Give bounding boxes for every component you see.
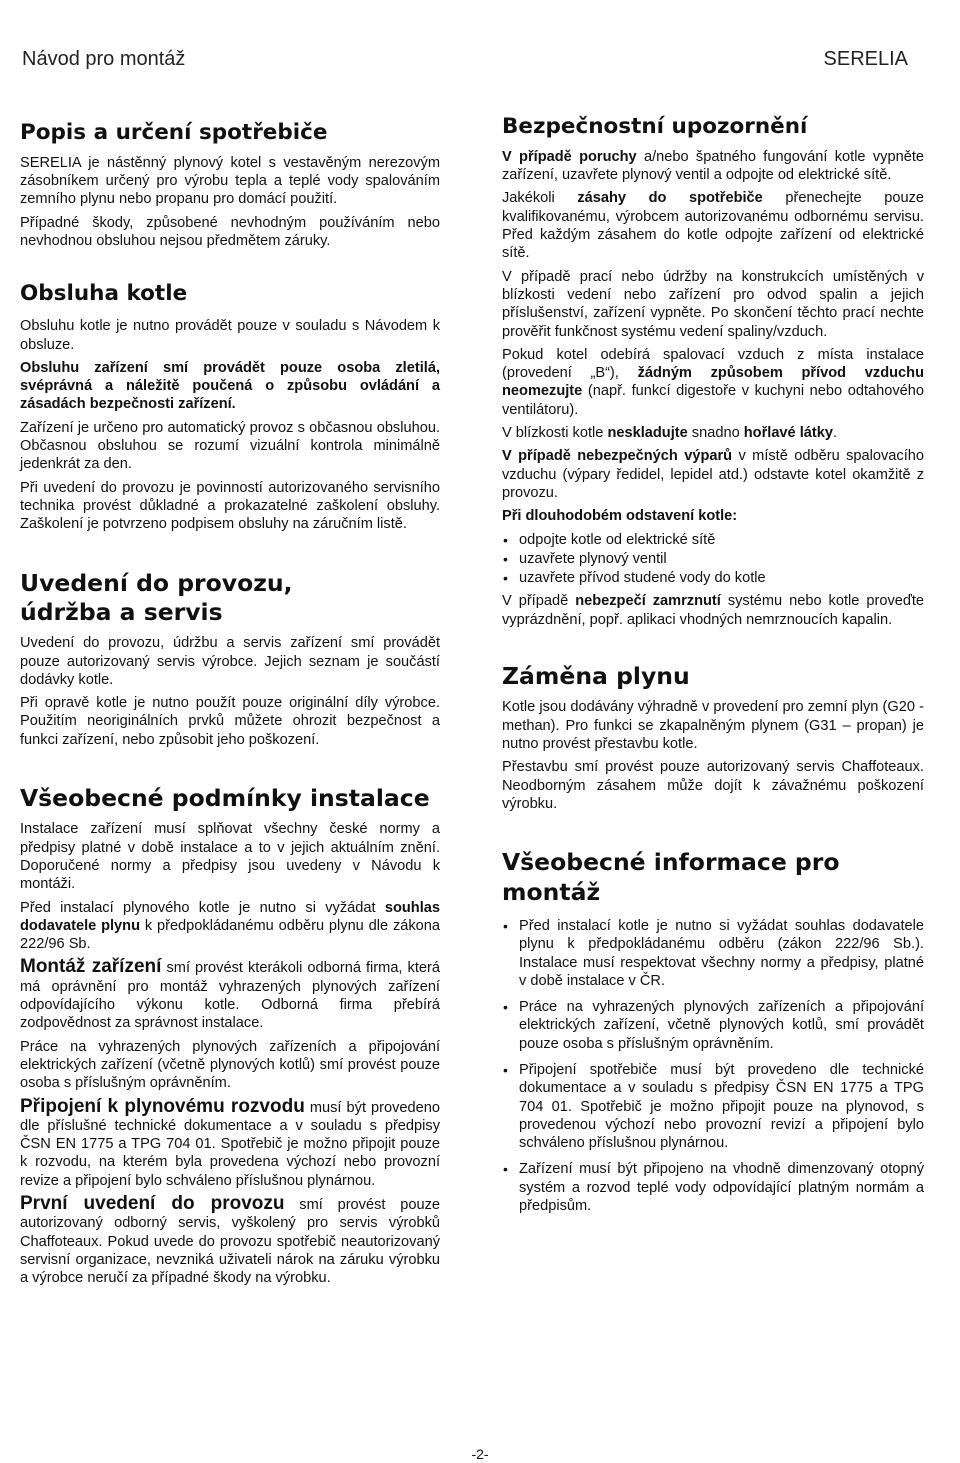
list-item: • Před instalací kotle je nutno si vyžádat souhlas dodavatele plynu k předpokládanému odběru (zákon 222/96 Sb.). Instalace musí respektovat všechny normy a předpisy, platné v době instalace v ČR. [517, 917, 924, 990]
text: Před instalací plynového kotle je nutno si vyžádat [20, 899, 385, 916]
paragraph: Zařízení je určeno pro automatický provoz s občasnou obsluhou. Občasnou obsluhou se rozumí vizuální kontrola minimálně jedenkrát za den. [20, 419, 440, 473]
text: (např. funkcí digestoře v kuchyni nebo odtahového ventilátoru). [502, 383, 924, 418]
left-column [20, 114, 440, 1293]
paragraph [20, 899, 440, 954]
list-item: • odpojte kotle od elektrické sítě [517, 531, 924, 549]
text: V blízkosti kotle [502, 425, 608, 442]
text-bold: nebezpečí zamrznutí [575, 593, 721, 610]
text: . [832, 425, 838, 442]
section-title: Bezpečnostní upozornění [502, 114, 808, 139]
header-product: SERELIA [823, 48, 908, 70]
lead-text: Montáž zařízení [20, 956, 162, 978]
list-item: • uzavřete plynový ventil [517, 550, 924, 568]
text: v místě odběru spalovacího vzduchu (výpary ředidel, lepidel atd.) odstavte kotel okamžitě z provozu. [502, 448, 924, 501]
text-bold: V případě nebezpečných výparů [502, 448, 733, 465]
text-bold: hořlavé látky [743, 425, 833, 442]
text-bold: žádným způsobem přívod vzduchu neomezujte [502, 365, 924, 400]
paragraph [502, 189, 924, 262]
paragraph: Kotle jsou dodávány výhradně v provedení pro zemní plyn (G20 - methan). Pro funkci se zkapalněným plynem (G31 – propan) je nutno provést přestavbu kotle. [502, 699, 924, 752]
paragraph: Případné škody, způsobené nevhodným používáním nebo nevhodnou obsluhou nejsou předmětem záruky. [20, 214, 440, 250]
text: přenechejte pouze kvalifikovanému, výrobcem autorizovanému odbornému servisu. Před každým zásahem do kotle odpojte zařízení od elektrické sítě. [502, 190, 924, 262]
paragraph [20, 1095, 441, 1190]
paragraph: Instalace zařízení musí splňovat všechny české normy a předpisy platné v době instalace a to v jejich aktuálním znění. Doporučené normy a předpisy jsou uvedeny v Návodu k montáži. [20, 821, 440, 893]
paragraph: Při uvedení do provozu je povinností autorizovaného servisního technika provést důkladné a prokazatelné zaškolení obsluhy. Zaškolení je potvrzeno podpisem obsluhy na záručním listě. [20, 479, 440, 533]
text: V případě [502, 593, 576, 610]
paragraph: SERELIA je nástěnný plynový kotel s vestavěným nerezovým zásobníkem určený pro výrobu tepla a teplé vody spalováním zemního plynu nebo propanu pro domácí použití. [20, 154, 440, 208]
list-item: • uzavřete přívod studené vody do kotle [517, 569, 924, 587]
text-bold: V případě poruchy [502, 148, 637, 165]
text: smí provést kterákoli odborná firma, která má oprávnění pro montáž vyhrazených plynových zařízení odpovídajícího výkonu kotle. Odborná firma přebírá zodpovědnost za správnost instalace. [20, 960, 440, 1032]
text: systému nebo kotle proveďte vyprázdnění, popř. aplikaci vhodných nemrznoucích kapalin. [502, 593, 925, 628]
bullet-list [502, 531, 924, 588]
section-title: Uvedení do provozu, údržba a servis [20, 568, 293, 626]
header-title: Návod pro montáž [22, 48, 186, 70]
text: snadno [687, 425, 744, 442]
text: smí provést pouze autorizovaný odborný servis, vyškolený pro servis výrobků Chaffoteaux. Pokud uvede do provozu spotřebič neautorizovaný servisní organizace, nevzniká uživateli nárok na záruku výrobku a výrobce neručí za případné škody na výrobku. [20, 1197, 441, 1287]
text: k předpokládanému odběru plynu dle zákona 222/96 Sb. [20, 917, 440, 953]
bullet-list [502, 917, 924, 1215]
paragraph: V případě prací nebo údržby na konstrukcích umístěných v blízkosti vedení nebo zařízení pro odvod spalin a jejich příslušenství, zařízení vypněte. Po skončení těchto prací nechte prověřit funkčnost systému vedení spaliny/vzduch. [502, 268, 924, 340]
paragraph [502, 592, 924, 629]
section-title: Všeobecné podmínky instalace [20, 784, 430, 813]
text: Pokud kotel odebírá spalovací vzduch z místa instalace (provedení „B“), [502, 346, 924, 382]
paragraph [502, 447, 924, 502]
text-bold: zásahy do spotřebiče [577, 190, 763, 207]
paragraph [502, 424, 924, 442]
section-zamena [502, 662, 924, 813]
paragraph [20, 1195, 440, 1287]
paragraph [20, 958, 440, 1032]
paragraph [502, 346, 924, 419]
paragraph [502, 148, 924, 185]
paragraph: Při opravě kotle je nutno použít pouze originální díly výrobce. Použitím neoriginálních prvků můžete ohrozit bezpečnost a funkci zařízení, nebo způsobit jeho poškození. [20, 695, 440, 748]
paragraph-bold: Při dlouhodobém odstavení kotle: [502, 508, 738, 525]
text-bold: neskladujte [607, 425, 688, 442]
list-item: • Připojení spotřebiče musí být provedeno dle technické dokumentace a v souladu s předpisy ČSN EN 1775 a TPG 704 01. Spotřebič je možno připojit pouze na plynovod, s provedenou výchozí nebo provozní revizí a připojení bylo schváleno příslušnou plynárnou. [517, 1061, 924, 1152]
paragraph: Přestavbu smí provést pouze autorizovaný servis Chaffoteaux. Neodborným zásahem může dojít k závažnému poškození výrobku. [502, 759, 924, 812]
text: musí být provedeno dle příslušné technické dokumentace a v souladu s předpisy ČSN EN 1775 a TPG 704 01. Spotřebič je možno připojit pouze k rozvodu, na kterém byla provedena výchozí nebo provozní revize a připojení bylo schváleno příslušnou plynárnou. [20, 1099, 441, 1189]
paragraph: Obsluhu kotle je nutno provádět pouze v souladu s Návodem k obsluze. [20, 318, 440, 353]
text-bold: souhlas dodavatele plynu [20, 899, 440, 934]
lead-text: Připojení k plynovému rozvodu [20, 1095, 305, 1117]
section-podminky [20, 784, 440, 1288]
list-item: • Práce na vyhrazených plynových zařízeních a připojování elektrických zařízení, včetně plynových kotlů, smí provádět pouze osoba s příslušným oprávněním. [517, 998, 924, 1053]
section-popis [20, 120, 440, 250]
section-title: Obsluha kotle [20, 281, 188, 307]
section-obsluha [20, 281, 440, 533]
section-title: Všeobecné informace pro montáž [502, 848, 840, 906]
list-item: • Zařízení musí být připojeno na vhodně dimenzovaný otopný systém a rozvod teplé vody odpovídající platným normám a předpisům. [517, 1160, 924, 1215]
paragraph: Uvedení do provozu, údržbu a servis zařízení smí provádět pouze autorizovaný servis výrobce. Jejich seznam je součástí dodávky kotle. [20, 635, 440, 688]
paragraph: Práce na vyhrazených plynových zařízeních a připojování elektrických zařízení (včetně plynových kotlů) smí provést pouze osoba s příslušným oprávněním. [20, 1038, 440, 1092]
section-bezpecnost [502, 114, 924, 629]
text: a/nebo špatného fungování kotle vypněte zařízení, uzavřete plynový ventil a odpojte od elektrické sítě. [502, 148, 924, 184]
page-number: -2- [471, 1446, 489, 1462]
section-title: Záměna plynu [502, 662, 690, 690]
section-title: Popis a určení spotřebiče [20, 120, 328, 145]
section-uvedeni [20, 569, 440, 750]
right-column [502, 114, 924, 1223]
text: Jakékoli [502, 190, 578, 207]
lead-text: První uvedení do provozu [20, 1193, 285, 1215]
paragraph-bold: Obsluhu zařízení smí provádět pouze osoba zletilá, svéprávná a náležitě poučená o způsobu ovládání a zásadách bezpečnosti zařízení. [20, 359, 440, 413]
section-informace [502, 848, 924, 1215]
